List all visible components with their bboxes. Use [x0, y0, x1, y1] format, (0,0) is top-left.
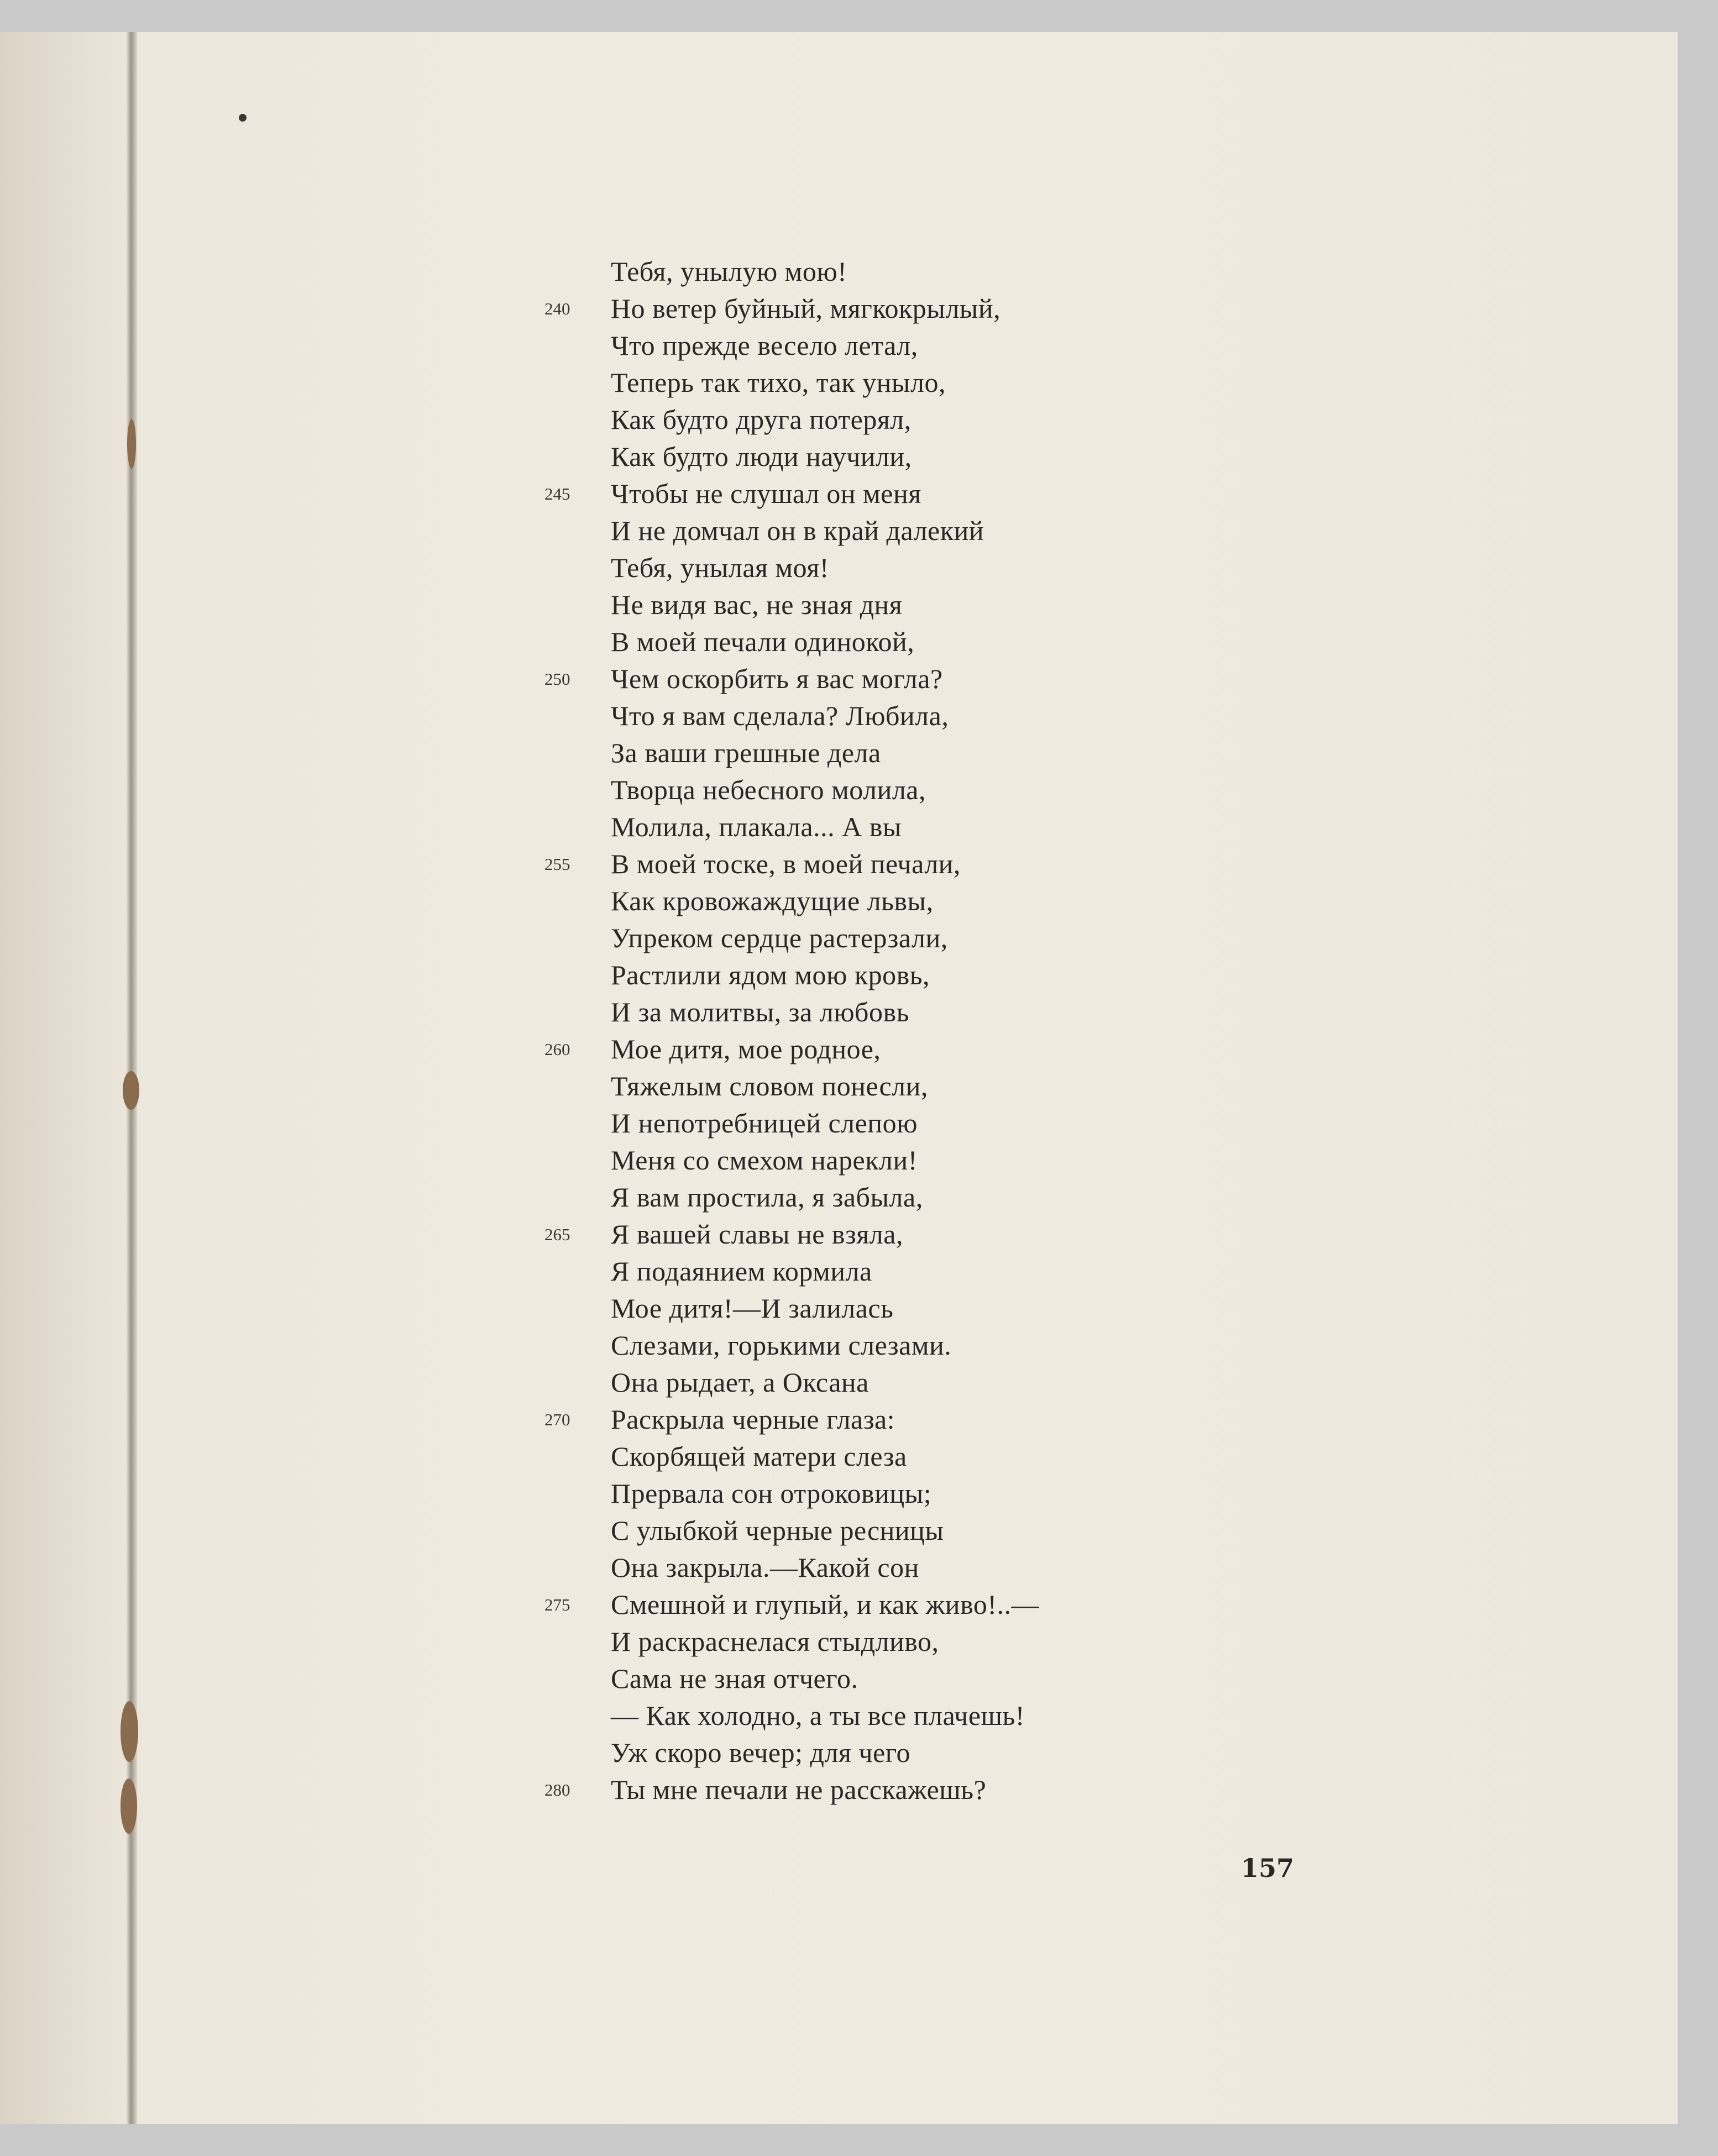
poem-line: Мое дитя!—И залилась: [611, 1293, 894, 1324]
poem-line: За ваши грешные дела: [611, 737, 881, 768]
poem-line: Уж скоро вечер; для чего: [611, 1737, 910, 1768]
poem-line: Сама не зная отчего.: [611, 1663, 858, 1694]
poem-line: Чем оскорбить я вас могла?: [611, 663, 943, 694]
poem-line: Тяжелым словом понесли,: [611, 1071, 928, 1101]
poem-line: Но ветер буйный, мягкокрылый,: [611, 293, 1001, 324]
book-page: [0, 32, 1678, 2124]
page-number: 157: [1241, 1853, 1295, 1883]
poem-line: Она рыдает, а Оксана: [611, 1367, 869, 1398]
line-number: 275: [544, 1595, 570, 1614]
poem-line: Не видя вас, не зная дня: [611, 589, 903, 620]
poem-line: И непотребницей слепою: [611, 1108, 918, 1139]
poem-line: В моей печали одинокой,: [611, 626, 915, 657]
poem-line: Раскрыла черные глаза:: [611, 1404, 895, 1435]
poem-line: Как кровожаждущие львы,: [611, 885, 934, 916]
line-number: 240: [544, 299, 570, 318]
poem-line: Тебя, унылую мою!: [611, 256, 847, 287]
line-number: 260: [544, 1040, 570, 1059]
poem-line: Слезами, горькими слезами.: [611, 1330, 952, 1361]
poem-line: И за молитвы, за любовь: [611, 996, 909, 1027]
line-number: 250: [544, 669, 570, 689]
poem-line: Меня со смехом нарекли!: [611, 1145, 918, 1176]
line-number: 270: [544, 1410, 570, 1429]
poem-line: Скорбящей матери слеза: [611, 1441, 907, 1472]
poem-line: Смешной и глупый, и как живо!..—: [611, 1589, 1039, 1620]
line-number: 280: [544, 1780, 570, 1800]
line-number: 245: [544, 484, 570, 503]
poem-line: Я подаянием кормила: [611, 1256, 872, 1287]
poem-line: Ты мне печали не расскажешь?: [611, 1774, 987, 1805]
poem-line: И не домчал он в край далекий: [611, 515, 984, 546]
poem-line: Я вашей славы не взяла,: [611, 1219, 903, 1250]
poem-line: Я вам простила, я забыла,: [611, 1182, 923, 1213]
poem-line: Творца небесного молила,: [611, 774, 926, 805]
poem-line: Как будто люди научили,: [611, 441, 912, 472]
poem-text: [0, 32, 1678, 2124]
poem-line: Что я вам сделала? Любила,: [611, 700, 949, 731]
poem-line: И раскраснелася стыдливо,: [611, 1626, 939, 1657]
poem-line: С улыбкой черные ресницы: [611, 1515, 944, 1546]
poem-line: Упреком сердце растерзали,: [611, 922, 948, 953]
poem-line: Тебя, унылая моя!: [611, 552, 829, 583]
poem-line: Растлили ядом мою кровь,: [611, 959, 930, 990]
poem-line: — Как холодно, а ты все плачешь!: [611, 1700, 1025, 1731]
poem-line: Молила, плакала... А вы: [611, 811, 902, 842]
line-number: 265: [544, 1225, 570, 1244]
poem-line: Чтобы не слушал он меня: [611, 478, 921, 509]
poem-line: Что прежде весело летал,: [611, 330, 918, 361]
poem-line: Прервала сон отроковицы;: [611, 1478, 932, 1509]
poem-line: Мое дитя, мое родное,: [611, 1034, 881, 1064]
poem-line: В моей тоске, в моей печали,: [611, 848, 961, 879]
poem-line: Она закрыла.—Какой сон: [611, 1552, 919, 1583]
poem-line: Теперь так тихо, так уныло,: [611, 367, 946, 398]
line-number: 255: [544, 854, 570, 874]
poem-line: Как будто друга потерял,: [611, 404, 912, 435]
